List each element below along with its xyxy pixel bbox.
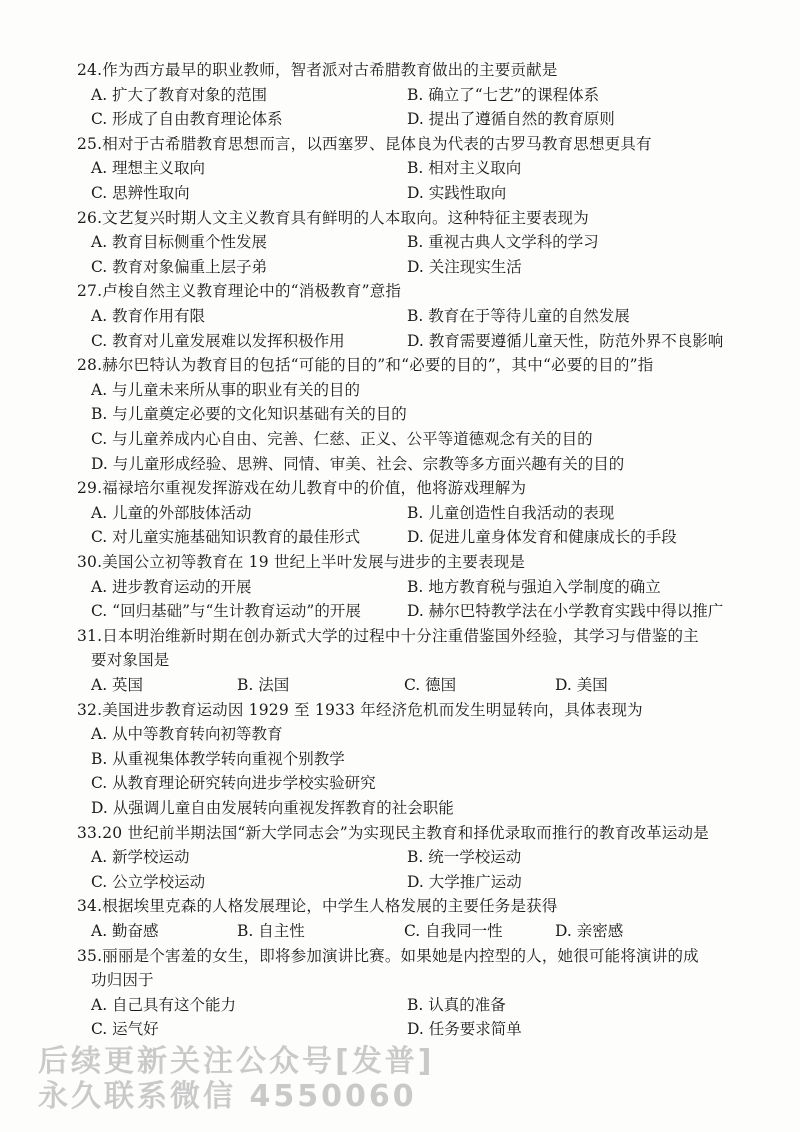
answer-option: C. 德国 [404, 676, 457, 694]
answer-option: A. 从中等教育转向初等教育 [91, 725, 283, 744]
answer-option: D. 实践性取向 [407, 184, 507, 202]
answer-option: B. 从重视集体教学转向重视个别教学 [91, 749, 345, 768]
answer-option: D. 亲密感 [555, 922, 624, 940]
answer-option: D. 从强调儿童自由发展转向重视发挥教育的社会职能 [91, 799, 454, 817]
answer-option: C. 形成了自由教育理论体系 [91, 110, 283, 129]
answer-option: D. 促进儿童身体发育和健康成长的手段 [407, 528, 677, 547]
answer-option: D. 关注现实生活 [407, 257, 522, 276]
answer-option: D. 教育需要遵循儿童天性，防范外界不良影响 [407, 331, 724, 350]
answer-option: B. 地方教育税与强迫入学制度的确立 [407, 577, 661, 596]
answer-option: C. “回归基础”与“生计教育运动”的开展 [91, 602, 361, 621]
answer-option: B. 法国 [237, 676, 290, 694]
answer-option: B. 与儿童奠定必要的文化知识基础有关的目的 [91, 405, 407, 424]
answer-option: B. 确立了“七艺”的课程体系 [407, 85, 600, 104]
answer-option: B. 重视古典人文学科的学习 [407, 233, 599, 252]
question-stem: 30.美国公立初等教育在 19 世纪上半叶发展与进步的主要表现是 [77, 553, 526, 571]
answer-option: A. 进步教育运动的开展 [91, 577, 252, 596]
answer-option: D. 赫尔巴特教学法在小学教育实践中得以推广 [407, 602, 724, 621]
answer-option: B. 教育在于等待儿童的自然发展 [407, 307, 630, 325]
answer-option: A. 与儿童未来所从事的职业有关的目的 [91, 380, 361, 399]
watermark-line-2: 永久联系微信 4550060 [38, 1079, 417, 1114]
question-stem: 33.20 世纪前半期法国“新大学同志会”为实现民主教育和择优录取而推行的教育改革运动是 [77, 823, 709, 842]
question-stem: 32.美国进步教育运动因 1929 至 1933 年经济危机而发生明显转向，具体表现为 [77, 700, 643, 719]
answer-option: D. 任务要求简单 [407, 1020, 522, 1039]
question-stem: 31.日本明治维新时期在创办新式大学的过程中十分注重借鉴国外经验，其学习与借鉴的主 [77, 626, 699, 645]
answer-option: A. 理想主义取向 [91, 159, 206, 178]
answer-option: B. 自主性 [237, 922, 305, 940]
answer-option: C. 公立学校运动 [91, 872, 206, 891]
answer-option: C. 自我同一性 [404, 922, 503, 940]
question-stem: 25.相对于古希腊教育思想而言，以西塞罗、昆体良为代表的古罗马教育思想更具有 [77, 134, 652, 153]
question-stem: 26.文艺复兴时期人文主义教育具有鲜明的人本取向。这种特征主要表现为 [77, 208, 589, 227]
answer-option: D. 美国 [555, 676, 608, 694]
answer-option: A. 英国 [91, 676, 144, 694]
answer-option: B. 认真的准备 [407, 995, 506, 1014]
answer-option: C. 教育对象偏重上层子弟 [91, 257, 268, 276]
question-stem: 28.赫尔巴特认为教育目的包括“可能的目的”和“必要的目的”，其中“必要的目的”指 [77, 356, 654, 375]
question-stem: 功归因于 [91, 971, 154, 990]
question-stem: 34.根据埃里克森的人格发展理论，中学生人格发展的主要任务是获得 [77, 897, 558, 916]
answer-option: C. 思辨性取向 [91, 184, 190, 202]
answer-option: C. 教育对儿童发展难以发挥积极作用 [91, 331, 345, 350]
question-stem: 29.福禄培尔重视发挥游戏在幼儿教育中的价值，他将游戏理解为 [77, 479, 527, 498]
answer-option: B. 相对主义取向 [407, 159, 522, 178]
answer-option: C. 从教育理论研究转向进步学校实验研究 [91, 774, 376, 793]
answer-option: C. 运气好 [91, 1020, 159, 1039]
answer-option: C. 对儿童实施基础知识教育的最佳形式 [91, 528, 361, 547]
answer-option: C. 与儿童养成内心自由、完善、仁慈、正义、公平等道德观念有关的目的 [91, 430, 593, 448]
question-stem: 要对象国是 [91, 651, 170, 670]
answer-option: A. 教育作用有限 [91, 307, 206, 325]
question-stem: 35.丽丽是个害羞的女生，即将参加演讲比赛。如果她是内控型的人，她很可能将演讲的成 [77, 946, 699, 965]
question-stem: 24.作为西方最早的职业教师，智者派对古希腊教育做出的主要贡献是 [77, 61, 558, 79]
answer-option: B. 统一学校运动 [407, 848, 522, 867]
answer-option: D. 与儿童形成经验、思辨、同情、审美、社会、宗教等多方面兴趣有关的目的 [91, 454, 625, 473]
answer-option: A. 扩大了教育对象的范围 [91, 85, 268, 104]
answer-option: D. 提出了遵循自然的教育原则 [407, 110, 615, 129]
answer-option: A. 自己具有这个能力 [91, 995, 237, 1014]
question-stem: 27.卢梭自然主义教育理论中的“消极教育”意指 [77, 282, 402, 301]
watermark-line-1: 后续更新关注公众号[发普] [38, 1044, 435, 1079]
answer-option: A. 勤奋感 [91, 922, 159, 940]
answer-option: A. 教育目标侧重个性发展 [91, 233, 268, 252]
answer-option: A. 新学校运动 [91, 848, 190, 867]
answer-option: D. 大学推广运动 [407, 872, 522, 891]
answer-option: A. 儿童的外部肢体活动 [91, 503, 252, 522]
answer-option: B. 儿童创造性自我活动的表现 [407, 503, 615, 522]
